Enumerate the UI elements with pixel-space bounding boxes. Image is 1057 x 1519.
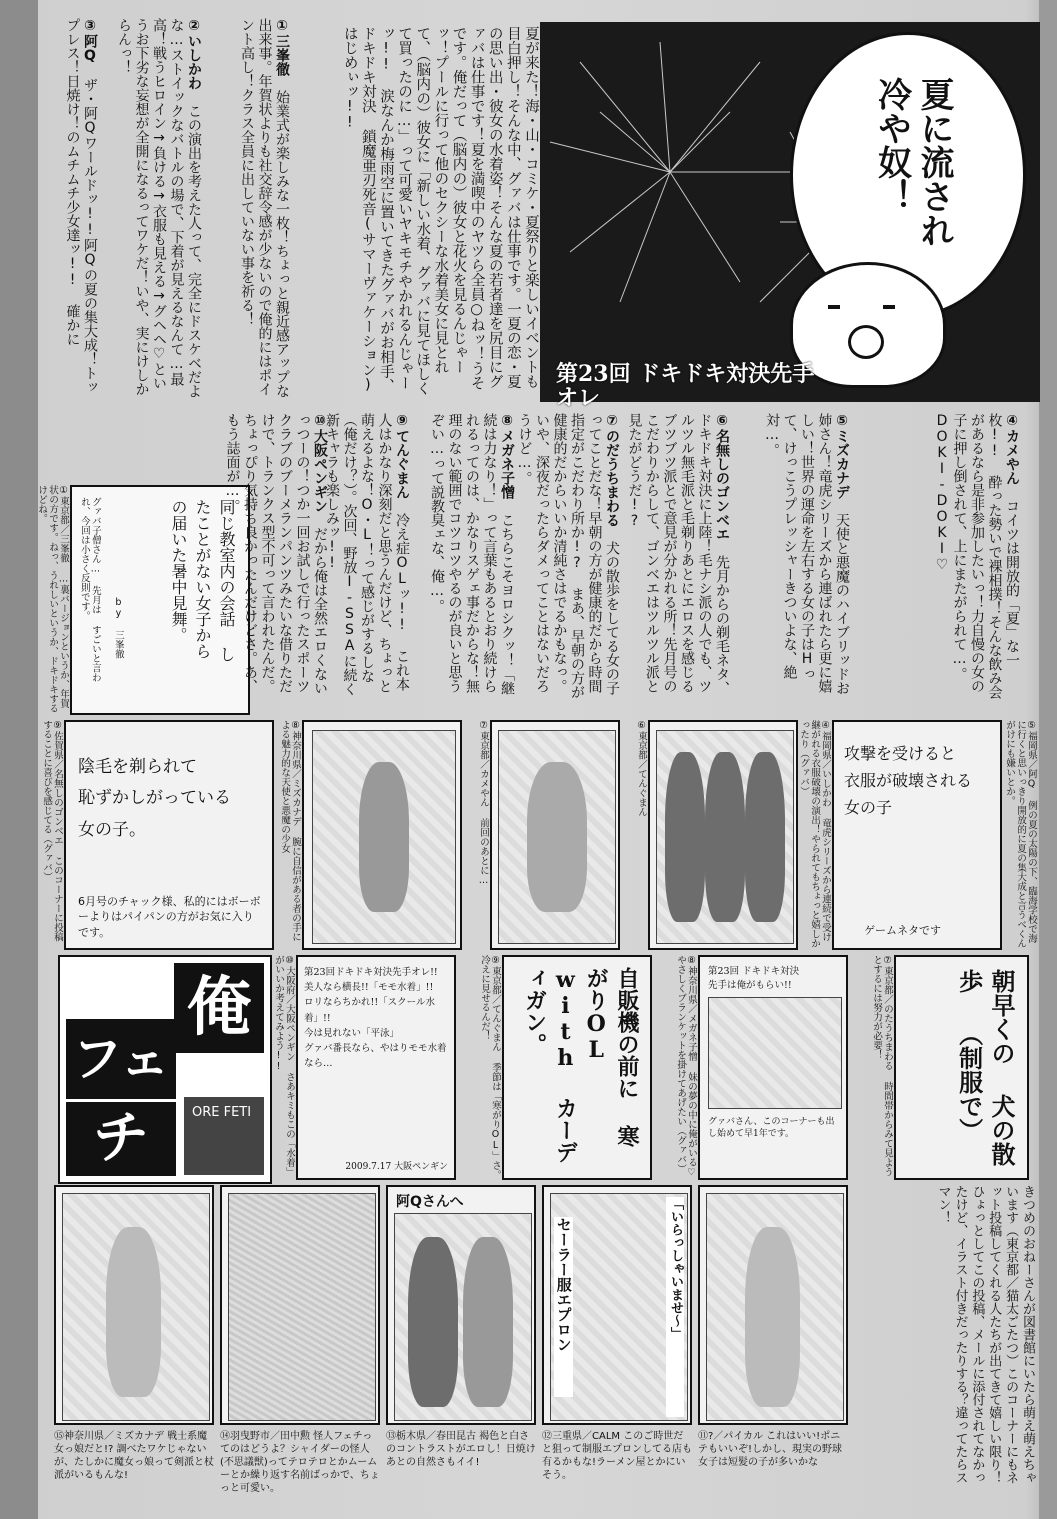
panel-note: ゲームネタです xyxy=(864,924,941,937)
entry-6 xyxy=(626,413,730,703)
intro-text: 夏が来た！海・山・コミケ・夏祭りと楽しいイベントも目白押し！そんな中、グァバは仕事です。一夏の恋・夏の思い出・彼女の水着姿！そんな夏の若者達を尻目にグァバは仕事です！夏を満喫中のヤツら全員○ねッ！うそです。俺だって（脳内の）彼女と花火を見るんじゃーッ！プールに行って他のセクシーな水着美女に見とれて、（脳内の）彼女に「新しい水着、グァバに見てほしくて買ったのに…」って可愛いヤキモチやかれるんじゃーッ!! 涙なんか梅雨空に置いてきたグァバがお相手、ドキドキ対決 鎖魔亜刃死音(サマーヴァケーション)はじめぃッ!! xyxy=(341,26,539,396)
postcard-signature: by 三峯徹 xyxy=(112,597,124,659)
panel-q9 xyxy=(502,955,652,1180)
panel-caption: ⑧神奈川県／メガネ子憎 妹の夢の中に俺がいる♡ やさしくブランケットを掛けてあげたい（グァバ） xyxy=(675,955,697,1178)
entry-num: ⑨ xyxy=(394,413,410,429)
entry-num: ② xyxy=(186,18,202,34)
panel-caption: ⑧神奈川県／ミズカナデ 腕に自信がある者の手による魅力的な天使と悪魔の少女 xyxy=(279,720,301,942)
panel-caption: ⑦東京都／カメやん 前回のあとに… xyxy=(478,720,489,886)
entry-text: だから俺は全然エロくないっつーの！つか一回お試しで行ったスポーツクラブのブーメランパンツみたいな借りただけで、トランクス型不可って言われたんだ。ちょっぴり気持ち良かったんだけどさ。あ、もう誌面が…。 xyxy=(224,413,328,695)
entry-text: コイツは開放的「夏」な一枚!! 酔った勢いで裸相撲！そんな飲み会があるなら是非参加したいっ！力自慢の女の子に押し倒されて、上にまたがられて…。DOKI-DOKI♡ xyxy=(934,413,1020,699)
entry-8 xyxy=(425,413,515,703)
panel-9-lines xyxy=(78,752,231,846)
logo-romaji: ORE FETI xyxy=(184,1097,264,1175)
panel-r11 xyxy=(698,1185,848,1425)
panel-line: 犬の散歩 xyxy=(954,969,1016,1166)
postcard-footer: グァバ子僧さん… 先月は すごいと言われ、今回は小さく反則です。 xyxy=(78,497,101,682)
panel-q8 xyxy=(698,955,848,1180)
entry-num: ⑦ xyxy=(604,413,620,429)
panel-line: 自販機の前に xyxy=(614,967,640,1099)
panel-caption: ⑨東京都／てんぐまん 季節は「寒がりOL」さ。冷えに見せるんだ！ xyxy=(479,955,501,1180)
panel-line: 先手は俺がもらい!! xyxy=(708,980,792,992)
entry-name: 大阪ペンギン xyxy=(312,429,328,513)
entry-text: ザ・阿Qワールドッ!!阿Qの夏の集大成！トップレス！日焼け！のムチムチ少女達ッ!! 確かに xyxy=(64,18,98,394)
panel-line: 今は見れない「平泳」 xyxy=(304,1027,400,1039)
panel-line: 美人なら横長!!「モモ水着」!! xyxy=(304,982,434,994)
entry-name: いしかわ xyxy=(186,34,202,90)
entry-num: ③ xyxy=(82,18,98,34)
panel-line: （制服で） xyxy=(954,1022,984,1142)
logo-kanji-chi: チ xyxy=(66,1102,176,1176)
entry-5 xyxy=(740,413,850,703)
entry-name: てんぐまん xyxy=(394,429,410,499)
logo-kanji-ore: 俺 xyxy=(174,963,264,1053)
entry-text: 先月からの剃毛ネタ、ドキドキ対決に上陸！毛ナシ派の人でも、ツルツル無毛派と毛剃りあとにエロスを感じるブツブツ派とで意見が分かれる所！先月号のこだわりからして、ゴンベエはツルツル派と見たがどうだ!? xyxy=(626,413,730,695)
entry-text: 犬の散歩をしてる女の子ってことだな！早朝の方が健康的だから時間指定がこだわり所か!? まあ、早朝の方が健康的だからいいか清純さはでるかもなっ。いや、深夜だったらダメってことはないだろうけど…。 xyxy=(516,413,620,699)
panel-caption: ⑨佐賀県／名無しのゴンベエ このコーナーに投稿することに喜びを感じてる（グァバ） xyxy=(41,720,63,942)
panel-8 xyxy=(302,720,462,950)
panel-caption: ⑪?／パイカル これはいい!ポニテもいいぞ!しかし、現実の野球女子は短髪の子が多いかな xyxy=(698,1431,843,1468)
panel-caption: ⑩大阪府／大阪ペンギン さあキミもこの「水着」がいいか考えてみよう!! xyxy=(273,955,295,1177)
logo-kanji-fe: フェ xyxy=(66,1019,176,1099)
postcard-caption: ①東京都／三峯徹 …裏バージョンというか、年賀状の方です。ねっ、うれしいというか、ドキドキするけどね。 xyxy=(36,485,69,713)
entry-num: ① xyxy=(274,18,290,34)
middle-text-band xyxy=(36,405,1040,713)
entry-text: 冷え症OLッ!! これ本人はかなり深刻だと思うんだけど、ちょっと萌えるよな！O・L！って感じがするしな（俺だけ？）。次回、野放I-SSAに続く新キャラも楽しみッ!! xyxy=(324,413,410,696)
entry-4 xyxy=(860,413,1020,703)
page-edge-right xyxy=(1039,0,1057,1519)
panel-caption: ⑮神奈川県／ミズカナデ 戦士系魔女っ娘だと!? 調べたワケじゃないが、たしかに魔女っ娘って剣派と杖派がいるもんな! xyxy=(54,1431,214,1481)
panel-caption: ⑤福岡県／阿Q 例の夏の太陽の下、臨海学校で海に行くと思いっきり開放的に夏の集大成と言うべくんがけにも嫌いとか。 xyxy=(1004,720,1037,948)
panel-line: 第23回ドキドキ対決先手オレ!! xyxy=(304,967,438,978)
panel-caption: ④福岡県／いしかわ 竜虎シリーズから連続で受け継がれる衣服破壊の演出！やられてもちょっと嬉しかったり（グァバ） xyxy=(798,720,831,948)
panel-label: 阿Qさんへ xyxy=(396,1194,464,1210)
panel-line: 女の子 xyxy=(844,798,893,818)
entry-2 xyxy=(115,18,203,398)
panel-line: セーラー服エプロン xyxy=(554,1217,573,1352)
panel-r15 xyxy=(54,1185,214,1425)
bubble-text: 夏に流され冷や奴！ xyxy=(871,77,954,247)
entry-9 xyxy=(324,413,410,703)
panel-note: 6月号のチャック様、私的にはボーボーよりはパイパンの方がお気に入りです。 xyxy=(78,895,261,939)
panel-r14 xyxy=(220,1185,380,1425)
entry-name: カメやん xyxy=(1004,429,1020,485)
panel-line: 攻撃を受けると xyxy=(844,744,957,763)
panel-q10 xyxy=(296,955,456,1180)
entry-name: 名無しのゴンベエ xyxy=(714,429,730,541)
entry-3 xyxy=(63,18,98,398)
panel-caption: ⑦東京都／のたうちまわる 時間帯からみて見ようとするには努力が必要！ xyxy=(871,955,893,1177)
postcard-top xyxy=(70,485,250,715)
panel-caption: ⑬栃木県／春田昆古 褐色と白さのコントラストがエロし！日焼けあとの自然さもイイ! xyxy=(386,1431,536,1468)
headline: 第23回 ドキドキ対決先手オレ xyxy=(556,361,815,412)
row-2 xyxy=(40,720,1040,950)
entry-num: ④ xyxy=(1004,413,1020,429)
postcard-lines xyxy=(166,499,238,669)
panel-footer: 2009.7.17 大阪ペンギン xyxy=(345,1162,448,1172)
q9-lines xyxy=(519,967,642,1167)
panel-r13 xyxy=(386,1185,536,1425)
closing-text: きつめのおねーさんが図書館にいたら萌え萌えちゃいます（東京都／猫太ごたつ）このコーナーにもネット投稿してくれる人たちが出てきて嬉しい限り！ひょっとしてこの投稿、メールに添付されてなかったけど、イラスト付きだったりする？違ってたらスマン！ xyxy=(935,1185,1035,1484)
entry-1 xyxy=(238,18,291,398)
q10-lines xyxy=(304,965,454,1071)
fireworks-header xyxy=(540,22,1040,412)
entry-num: ⑧ xyxy=(499,413,515,429)
entry-text: 始業式が楽しみな一枚！ちょっと親近感アップな出来事。年賀状よりも社交辞令感が少ないので俺的にはポイント高し！クラス全員に出していない事を祈る！ xyxy=(239,18,290,398)
entry-name: ミズカナデ xyxy=(834,429,850,499)
q7-lines xyxy=(952,969,1017,1169)
panel-9 xyxy=(64,720,274,950)
panel-line: 恥ずかしがっている xyxy=(78,788,231,809)
panel-line: グァバ番長なら、やはりモモ水着なら… xyxy=(304,1042,447,1070)
entry-num: ⑩ xyxy=(312,413,328,429)
row-3 xyxy=(40,955,1040,1180)
panel-q7 xyxy=(894,955,1029,1180)
row-4 xyxy=(40,1185,1040,1510)
sleeping-girl-illustration xyxy=(708,997,842,1109)
postcard-line: 同じ教室内の会話 xyxy=(217,499,236,627)
panel-line: 寒がりOL xyxy=(583,967,640,1147)
entry-name: 阿Q xyxy=(82,34,98,64)
panel-7 xyxy=(490,720,620,950)
entry-num: ⑥ xyxy=(714,413,730,429)
panel-line: 朝早くの xyxy=(987,969,1016,1065)
panel-line: 「いらっしゃいませ〜」 xyxy=(668,1197,683,1340)
panel-line: 衣服が破壊される xyxy=(844,771,973,791)
postcard-line: したことがない女子から xyxy=(193,499,236,662)
monster-illustration xyxy=(228,1193,376,1421)
q8-lines xyxy=(708,965,799,994)
panel-line: 第23回 ドキドキ対決 xyxy=(708,966,800,977)
panel-line: 女の子。 xyxy=(78,819,146,840)
panel-line: 陰毛を剃られて xyxy=(78,757,197,777)
entry-text: こちらこそヨロシクッ！「継続は力なり！」って言葉もあるとおり続けられるってのは、かなりスゲェ事だからな！無理のない範囲でコツコツやるのが良いと思うぞい…って説教臭ェな、俺…。 xyxy=(429,413,515,695)
entry-text: 天使と悪魔のハイブリッドお姉さん！竜虎シリーズから連ばれたら更に嬉しい！世界の運命を左右する女の子はHって、けっこうプレッシャーきついよな、絶対…。 xyxy=(764,413,850,695)
page-edge-left xyxy=(0,0,38,1519)
panel-r12 xyxy=(542,1185,692,1425)
r12-lines xyxy=(666,1197,684,1417)
panel-note: グァバさん、このコーナーも出し始めて早1年です。 xyxy=(708,1117,835,1139)
panel-6 xyxy=(648,720,798,950)
r12-subtitle xyxy=(554,1217,573,1397)
panel-line: with カーディガン。 xyxy=(521,967,579,1163)
entry-7 xyxy=(516,413,620,703)
panel-4 xyxy=(832,720,1002,950)
left-top-text xyxy=(40,18,290,398)
panel-line: ロリならちかれ!!「スクール水着」!! xyxy=(304,997,435,1024)
ore-feti-logo xyxy=(58,955,272,1184)
entry-num: ⑤ xyxy=(834,413,850,429)
panel-4-lines xyxy=(844,740,972,822)
entry-name: メガネ子憎 xyxy=(499,429,515,499)
panel-caption: ⑭羽曳野市／田中勲 怪人フェチってのはどうよ？シャイダーの怪人(不思議獣)ってテロテロとかムームーとか繰り返す名前ばっかで、ちょっと可愛い。 xyxy=(220,1431,380,1494)
postcard-line: の届いた暑中見舞。 xyxy=(169,499,188,643)
entry-text: この演出を考えた人って、完全にドスケベだよな…ストイックなバトルの場で、下着が見えるなんて…最高！戦うヒロイン→負ける→衣服も見える→グヘヘ♡というお下劣な妄想が全開になるってワケだ！いや、実にけしからんっ！ xyxy=(116,18,202,398)
entry-name: 三峯徹 xyxy=(274,34,290,76)
panel-caption: ⑥東京都／てんぐまん xyxy=(636,720,647,817)
panel-caption: ⑫三重県／CALM このご時世だと狙って制服エプロンしてる店も有るかもな!ラーメン屋とかにいそう。 xyxy=(542,1431,692,1481)
entry-name: のだうちまわる xyxy=(604,429,620,527)
